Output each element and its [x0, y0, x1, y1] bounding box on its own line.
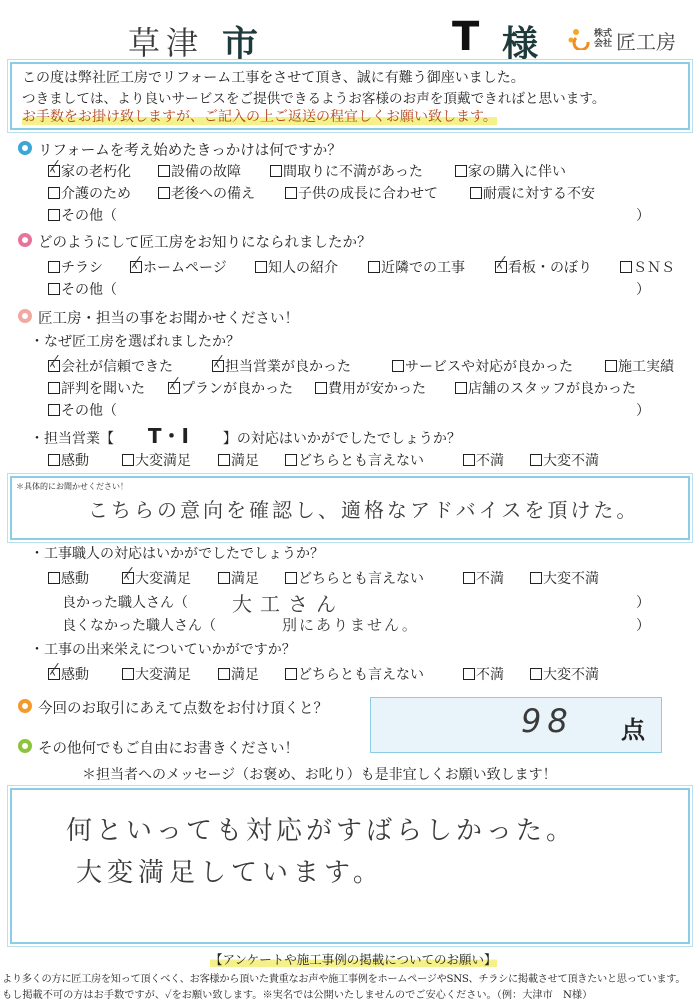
why-other-close: ） — [636, 403, 650, 419]
flower-icon — [18, 699, 32, 713]
checkbox-checked-icon[interactable] — [48, 165, 60, 177]
checkbox-label: 近隣での工事 — [381, 260, 465, 276]
checkbox-option[interactable] — [270, 163, 423, 181]
checkbox-option[interactable] — [48, 570, 89, 588]
checkbox-option[interactable] — [218, 666, 259, 684]
checkbox-label: その他（ — [61, 282, 117, 298]
checkbox-option[interactable] — [158, 185, 255, 203]
checkbox-option[interactable] — [285, 185, 438, 203]
checkbox-label: 大変不満 — [543, 571, 599, 587]
checkbox-checked-icon[interactable] — [122, 572, 134, 584]
detail-label: ＊具体的にお聞かせください！ — [16, 482, 128, 491]
checkbox-icon[interactable] — [122, 454, 134, 466]
checkbox-icon[interactable] — [48, 382, 60, 394]
checkbox-label: 感動 — [61, 453, 89, 469]
checkbox-label: 満足 — [231, 571, 259, 587]
checkbox-label: 感動 — [61, 667, 89, 683]
checkbox-label: 店舗のスタッフが良かった — [468, 381, 636, 397]
checkbox-option[interactable] — [463, 570, 504, 588]
checkbox-label: 費用が安かった — [328, 381, 426, 397]
bad-craftsman-label: 良くなかった職人さん（ — [62, 618, 216, 634]
checkbox-label: 大変満足 — [135, 571, 191, 587]
checkbox-option[interactable] — [48, 163, 131, 181]
checkbox-icon[interactable] — [368, 261, 380, 273]
checkbox-label: ホームページ — [143, 260, 227, 276]
city-suffix: 市 — [222, 24, 259, 65]
checkbox-icon[interactable] — [620, 261, 632, 273]
logo-corp-line2: 会社 — [594, 39, 613, 49]
good-close: ） — [636, 595, 650, 611]
city-handwritten: 草津 — [128, 24, 205, 62]
checkbox-checked-icon[interactable] — [168, 382, 180, 394]
bad-close: ） — [636, 618, 650, 634]
detail-text: こちらの意向を確認し、適格なアドバイスを頂けた。 — [88, 498, 640, 522]
checkbox-option[interactable] — [218, 452, 259, 470]
checkbox-label: 評判を聞いた — [61, 381, 145, 397]
checkbox-icon[interactable] — [218, 668, 230, 680]
checkbox-option[interactable] — [158, 163, 241, 181]
checkbox-option[interactable] — [368, 259, 465, 277]
logo-corp-line1: 株式 — [594, 29, 613, 39]
checkbox-icon[interactable] — [530, 668, 542, 680]
checkbox-checked-icon[interactable] — [130, 261, 142, 273]
checkbox-option[interactable] — [255, 259, 338, 277]
checkbox-label: 大変満足 — [135, 453, 191, 469]
checkbox-icon[interactable] — [285, 454, 297, 466]
checkbox-option[interactable] — [463, 666, 504, 684]
checkbox-icon[interactable] — [270, 165, 282, 177]
intro-line3-text: お手数をお掛け致しますが、ご記入の上ご返送の程宜しくお願い致します。 — [22, 109, 497, 125]
sales-question — [30, 424, 461, 448]
q1-title-text: リフォームを考え始めたきっかけは何ですか？ — [38, 143, 342, 159]
sales-name: T・I — [147, 424, 189, 448]
checkbox-checked-icon[interactable] — [48, 360, 60, 372]
checkbox-label: チラシ — [61, 260, 103, 276]
checkbox-label: ＳＮＳ — [633, 260, 675, 276]
checkbox-option[interactable] — [168, 380, 293, 398]
checkbox-label: 担当営業が良かった — [225, 359, 351, 375]
checkbox-option[interactable] — [130, 259, 227, 277]
checkbox-option[interactable] — [455, 163, 566, 181]
checkbox-option[interactable] — [48, 452, 89, 470]
intro-line2: つきましては、より良いサービスをご提供できるようお客様のお声を頂戴できればと思います。 — [22, 91, 606, 107]
checkbox-option[interactable] — [495, 259, 592, 277]
checkbox-icon[interactable] — [463, 572, 475, 584]
footer-line1: より多くの方に匠工房を知って頂くべく、お客様から頂いた貴重なお声や施工事例をホームページやSNS、チラシに掲載させて頂きたいと思っています。 — [2, 974, 686, 985]
checkbox-label: 満足 — [231, 667, 259, 683]
checkbox-option[interactable] — [212, 358, 351, 376]
checkbox-label: どちらとも言えない — [298, 571, 424, 587]
q3-title — [38, 307, 299, 328]
checkbox-option[interactable] — [48, 185, 131, 203]
free-title — [38, 737, 299, 758]
checkbox-icon[interactable] — [48, 261, 60, 273]
checkbox-icon[interactable] — [470, 187, 482, 199]
checkbox-icon[interactable] — [315, 382, 327, 394]
checkbox-option[interactable] — [48, 281, 117, 299]
checkbox-icon[interactable] — [463, 668, 475, 680]
good-craftsman-value[interactable]: 大工さん — [232, 592, 344, 616]
q1-title — [38, 139, 342, 160]
checkbox-label: 耐震に対する不安 — [483, 186, 595, 202]
q2-title-text: どのようにして匠工房をお知りになられましたか？ — [38, 235, 372, 251]
checkbox-option[interactable] — [285, 666, 424, 684]
checkbox-icon[interactable] — [530, 454, 542, 466]
flower-icon — [18, 739, 32, 753]
checkbox-label: 間取りに不満があった — [283, 164, 423, 180]
q2-other-close: ） — [636, 282, 650, 298]
checkbox-option[interactable] — [285, 452, 424, 470]
checkbox-label: どちらとも言えない — [298, 667, 424, 683]
checkbox-icon[interactable] — [158, 187, 170, 199]
checkbox-label: 不満 — [476, 667, 504, 683]
checkbox-label: 会社が信頼できた — [61, 359, 173, 375]
checkbox-icon[interactable] — [530, 572, 542, 584]
checkbox-label: 看板・のぼり — [508, 260, 592, 276]
checkbox-option[interactable] — [530, 666, 599, 684]
checkbox-checked-icon[interactable] — [212, 360, 224, 372]
checkbox-icon[interactable] — [285, 668, 297, 680]
sales-prefix: ・担当営業【 — [30, 431, 114, 447]
honorific: 様 — [502, 24, 539, 65]
checkbox-label: 満足 — [231, 453, 259, 469]
checkbox-icon[interactable] — [48, 187, 60, 199]
q3-title-text: 匠工房・担当の事をお聞かせください！ — [38, 311, 299, 327]
free-line2: 大変満足しています。 — [76, 858, 384, 888]
score-value: 98 — [521, 702, 574, 740]
flower-icon — [18, 141, 32, 155]
checkbox-icon[interactable] — [122, 668, 134, 680]
logo-name: 匠工房 — [616, 30, 676, 54]
checkbox-icon[interactable] — [285, 572, 297, 584]
footer-title-text: 【アンケートや施工事例の掲載についてのお願い】 — [210, 952, 497, 967]
q1-other-close: ） — [636, 208, 650, 224]
score-title — [38, 697, 328, 718]
company-logo — [566, 24, 696, 58]
checkbox-label: 大変不満 — [543, 453, 599, 469]
checkbox-option[interactable] — [455, 380, 636, 398]
checkbox-option[interactable] — [122, 570, 191, 588]
checkbox-option[interactable] — [48, 380, 145, 398]
checkbox-icon[interactable] — [455, 382, 467, 394]
checkbox-icon[interactable] — [48, 454, 60, 466]
checkbox-icon[interactable] — [218, 572, 230, 584]
checkbox-icon[interactable] — [455, 165, 467, 177]
free-line1: 何といっても対応がすばらしかった。 — [66, 816, 577, 846]
q2-title — [38, 231, 372, 252]
checkbox-label: 家の老朽化 — [61, 164, 131, 180]
checkbox-option[interactable] — [48, 358, 173, 376]
craft-title: ・工事職人の対応はいかがでしたでしょうか？ — [30, 546, 324, 562]
checkbox-label: その他（ — [61, 403, 117, 419]
free-note: ＊担当者へのメッセージ（お褒め、お叱り）も是非宜しくお願い致します！ — [82, 767, 557, 783]
checkbox-option[interactable] — [122, 452, 191, 470]
free-title-text: その他何でもご自由にお書きください！ — [38, 741, 299, 757]
checkbox-label: サービスや対応が良かった — [405, 359, 573, 375]
checkbox-label: その他（ — [61, 208, 117, 224]
checkbox-label: 施工実績 — [618, 359, 674, 375]
checkbox-label: 子供の成長に合わせて — [298, 186, 438, 202]
checkbox-icon[interactable] — [48, 283, 60, 295]
checkbox-icon[interactable] — [392, 360, 404, 372]
checkbox-label: 大変満足 — [135, 667, 191, 683]
score-unit: 点 — [621, 716, 645, 744]
checkbox-label: プランが良かった — [181, 381, 293, 397]
intro-line1: この度は弊社匠工房でリフォーム工事をさせて頂き、誠に有難う御座いました。 — [22, 70, 525, 86]
checkbox-option[interactable] — [48, 207, 117, 225]
score-title-text: 今回のお取引にあえて点数をお付け頂くと？ — [38, 701, 328, 717]
checkbox-option[interactable] — [48, 259, 103, 277]
checkbox-option[interactable] — [463, 452, 504, 470]
sales-suffix: 】の対応はいかがでしたでしょうか？ — [222, 431, 461, 447]
checkbox-label: 家の購入に伴い — [468, 164, 566, 180]
checkbox-label: 知人の紹介 — [268, 260, 338, 276]
checkbox-option[interactable] — [620, 259, 675, 277]
checkbox-option[interactable] — [470, 185, 595, 203]
checkbox-option[interactable] — [48, 666, 89, 684]
checkbox-icon[interactable] — [463, 454, 475, 466]
checkbox-option[interactable] — [218, 570, 259, 588]
logo-corp — [594, 29, 612, 49]
checkbox-option[interactable] — [530, 452, 599, 470]
checkbox-label: 不満 — [476, 453, 504, 469]
score-box[interactable] — [370, 697, 662, 753]
checkbox-option[interactable] — [392, 358, 573, 376]
logo-mark-icon — [568, 28, 590, 50]
checkbox-checked-icon[interactable] — [495, 261, 507, 273]
checkbox-icon[interactable] — [255, 261, 267, 273]
quality-title: ・工事の出来栄えについていかがですか？ — [30, 642, 296, 658]
checkbox-option[interactable] — [315, 380, 426, 398]
checkbox-icon[interactable] — [48, 404, 60, 416]
checkbox-icon[interactable] — [48, 572, 60, 584]
flower-icon — [18, 309, 32, 323]
checkbox-icon[interactable] — [285, 187, 297, 199]
checkbox-icon[interactable] — [48, 209, 60, 221]
checkbox-label: 不満 — [476, 571, 504, 587]
why-title: ・なぜ匠工房を選ばれましたか？ — [30, 334, 240, 350]
checkbox-option[interactable] — [605, 358, 674, 376]
checkbox-label: 大変不満 — [543, 667, 599, 683]
flower-icon — [18, 233, 32, 247]
checkbox-option[interactable] — [122, 666, 191, 684]
checkbox-option[interactable] — [48, 402, 117, 420]
footer-line2: もし掲載不可の方はお手数ですが、✓をお願い致します。※実名では公開いたしませんのでご安心ください。（例：大津市 N様） — [2, 990, 593, 1001]
checkbox-option[interactable] — [530, 570, 599, 588]
checkbox-label: 感動 — [61, 571, 89, 587]
checkbox-label: 介護のため — [61, 186, 131, 202]
checkbox-label: 設備の故障 — [171, 164, 241, 180]
checkbox-icon[interactable] — [218, 454, 230, 466]
good-craftsman-label: 良かった職人さん（ — [62, 595, 188, 611]
checkbox-checked-icon[interactable] — [48, 668, 60, 680]
checkbox-icon[interactable] — [605, 360, 617, 372]
checkbox-label: どちらとも言えない — [298, 453, 424, 469]
checkbox-icon[interactable] — [158, 165, 170, 177]
footer-title — [210, 950, 497, 968]
bad-craftsman-value[interactable]: 別にありません。 — [282, 616, 419, 634]
customer-initial: T — [452, 14, 480, 60]
checkbox-option[interactable] — [285, 570, 424, 588]
checkbox-label: 老後への備え — [171, 186, 255, 202]
intro-line3 — [22, 108, 497, 126]
